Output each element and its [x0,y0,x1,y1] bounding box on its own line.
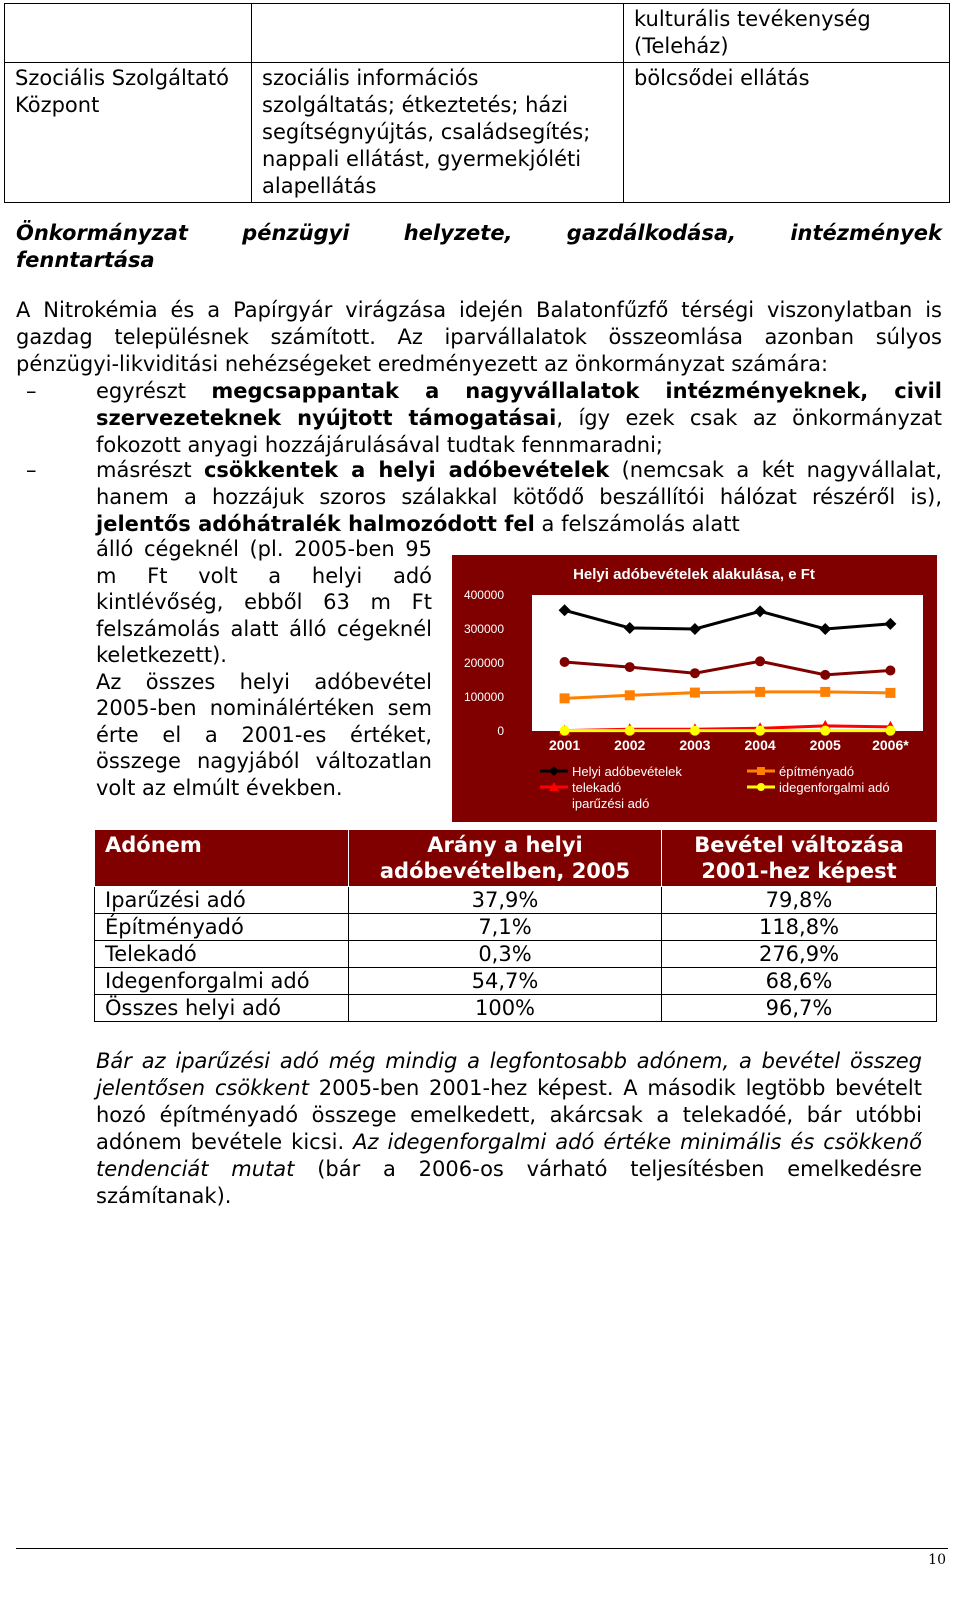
side-paragraph: Az összes helyi adóbevétel 2005-ben nominálértéken sem érte el a 2001-es értéket, összege nagyjából változatlan volt az elmúlt években. [96,669,432,800]
text-span: (nemcsak a két nagyvállalat, hanem a hozzájuk szoros szálakkal kötődő beszállítói hálózat részéről is), [96,458,942,509]
heading-word: helyzete, [403,221,513,245]
header-cell: Adónem [95,830,349,887]
text-span: a felszámolás alatt [534,512,740,536]
heading-word: pénzügyi [242,221,350,245]
chart-svg [452,555,937,822]
bold-text: jelentős adóhátralék halmozódott fel [96,512,535,536]
bold-text: megcsappantak a nagyvállalatok intézményeknek, civil szervezeteknek nyújtott támogatásai [96,379,942,430]
data-point [690,668,700,678]
legend-marker [549,766,559,776]
header-cell: Arány a helyi adóbevételben, 2005 [349,830,662,887]
table-cell [252,4,624,63]
x-tick-label: 2001 [549,737,581,753]
table-cell: 0,3% [349,941,662,968]
table-cell [624,4,950,63]
table-row [95,995,937,1022]
bold-text: csökkentek a helyi adóbevételek [203,458,610,482]
data-point [625,726,635,736]
table-cell: Építményadó [95,914,349,941]
y-tick-label: 100000 [463,690,504,704]
data-point [885,665,895,675]
side-paragraph: álló cégeknél (pl. 2005-ben 95 m Ft volt a helyi adó kintlévőség, ebből 63 m Ft felszámolás alatt álló cégeknél keletkezett). [96,537,432,667]
data-point [625,662,635,672]
data-point [690,726,700,736]
institutions-table [4,3,950,203]
table-row [95,968,937,995]
legend-label: iparűzési adó [572,796,650,811]
italic-text: Az idegenforgalmi adó értéke minimális és csökkenő tendenciát mutat [96,1130,922,1181]
table-cell: 118,8% [662,914,937,941]
table-cell: 100% [349,995,662,1022]
data-point [560,657,570,667]
data-point [560,726,570,736]
heading-word: fenntartása [16,248,155,272]
dash-bullet: – [26,379,37,403]
table-row [95,914,937,941]
data-point [755,726,765,736]
data-point [820,687,830,697]
text-span: , így ezek csak az önkormányzat fokozott anyagi hozzájárulásával tudtak fennmaradni; [96,406,942,457]
table-cell: 54,7% [349,968,662,995]
data-point [560,693,570,703]
data-point [885,688,895,698]
table-cell: Telekadó [95,941,349,968]
tax-table [94,829,937,1022]
italic-text: Bár az iparűzési adó még mindig a legfontosabb adónem, a bevétel összeg jelentősen csökkent [96,1049,922,1100]
table-cell: 96,7% [662,995,937,1022]
table-cell: Iparűzési adó [95,887,349,914]
table-cell: 68,6% [662,968,937,995]
legend-marker [757,767,765,775]
legend-label: Helyi adóbevételek [572,764,682,779]
table-cell: 7,1% [349,914,662,941]
table-row [95,941,937,968]
x-tick-label: 2003 [679,737,711,753]
data-point [755,656,765,666]
dash-bullet: – [26,458,37,482]
legend-label: idegenforgalmi adó [779,780,890,795]
x-tick-label: 2005 [809,737,841,753]
table-cell: 79,8% [662,887,937,914]
tax-revenue-chart [452,555,937,822]
x-tick-label: 2006* [872,737,909,753]
header-cell: Bevétel változása 2001-hez képest [662,830,937,887]
data-point [625,690,635,700]
data-point [755,687,765,697]
text-span: egyrészt [96,379,212,403]
conclusion-paragraph [96,1048,922,1210]
page-number: 10 [928,1552,946,1568]
chart-title: Helyi adóbevételek alakulása, e Ft [573,566,815,583]
table-cell [5,4,252,63]
intro-paragraph: A Nitrokémia és a Papírgyár virágzása idején Balatonfűzfő térségi viszonylatban is gazdag településnek számított. Az iparvállalatok összeomlása azonban súlyos pénzügyi-likviditási nehézségeket eredményezett az önkormányzat számára: [16,298,942,376]
table-cell-text: kulturális tevékenység (Teleház) [634,7,871,58]
y-tick-label: 300000 [463,622,504,636]
data-point [820,670,830,680]
table-cell: Szociális Szolgáltató Központ [5,63,252,203]
table-cell: 37,9% [349,887,662,914]
x-tick-label: 2004 [744,737,776,753]
table-row [95,887,937,914]
legend-marker [757,783,765,791]
text-span: 2005-ben 2001-hez képest. A második legtöbb bevételt hozó építményadó összege emelkedett, akárcsak a telekadóé, bár utóbbi adónem bevétele kicsi. [96,1076,922,1154]
section-heading [16,220,942,274]
legend-label: építményadó [779,764,855,779]
heading-word: Önkormányzat [16,221,188,245]
table-cell: Összes helyi adó [95,995,349,1022]
legend-marker [550,799,558,807]
table-cell: szociális információs szolgáltatás; étkeztetés; házi segítségnyújtás, családsegítés; nappali ellátást, gyermekjóléti alapellátás [252,63,624,203]
table-cell: Idegenforgalmi adó [95,968,349,995]
table-header-row [95,830,937,887]
heading-word: gazdálkodása, [566,221,737,245]
heading-word: intézmények [790,221,942,245]
text-span: (bár a 2006-os várható teljesítésben emelkedésre számítanak). [96,1157,922,1208]
x-tick-label: 2002 [614,737,646,753]
footer-divider [16,1548,948,1549]
data-point [885,726,895,736]
text-span: másrészt [96,458,204,482]
table-cell: bölcsődei ellátás [624,63,950,203]
y-tick-label: 0 [497,724,504,738]
table-cell: 276,9% [662,941,937,968]
legend-label: telekadó [572,780,622,795]
y-tick-label: 400000 [463,588,504,602]
side-text [96,536,432,801]
data-point [820,726,830,736]
data-point [690,688,700,698]
y-tick-label: 200000 [463,656,504,670]
